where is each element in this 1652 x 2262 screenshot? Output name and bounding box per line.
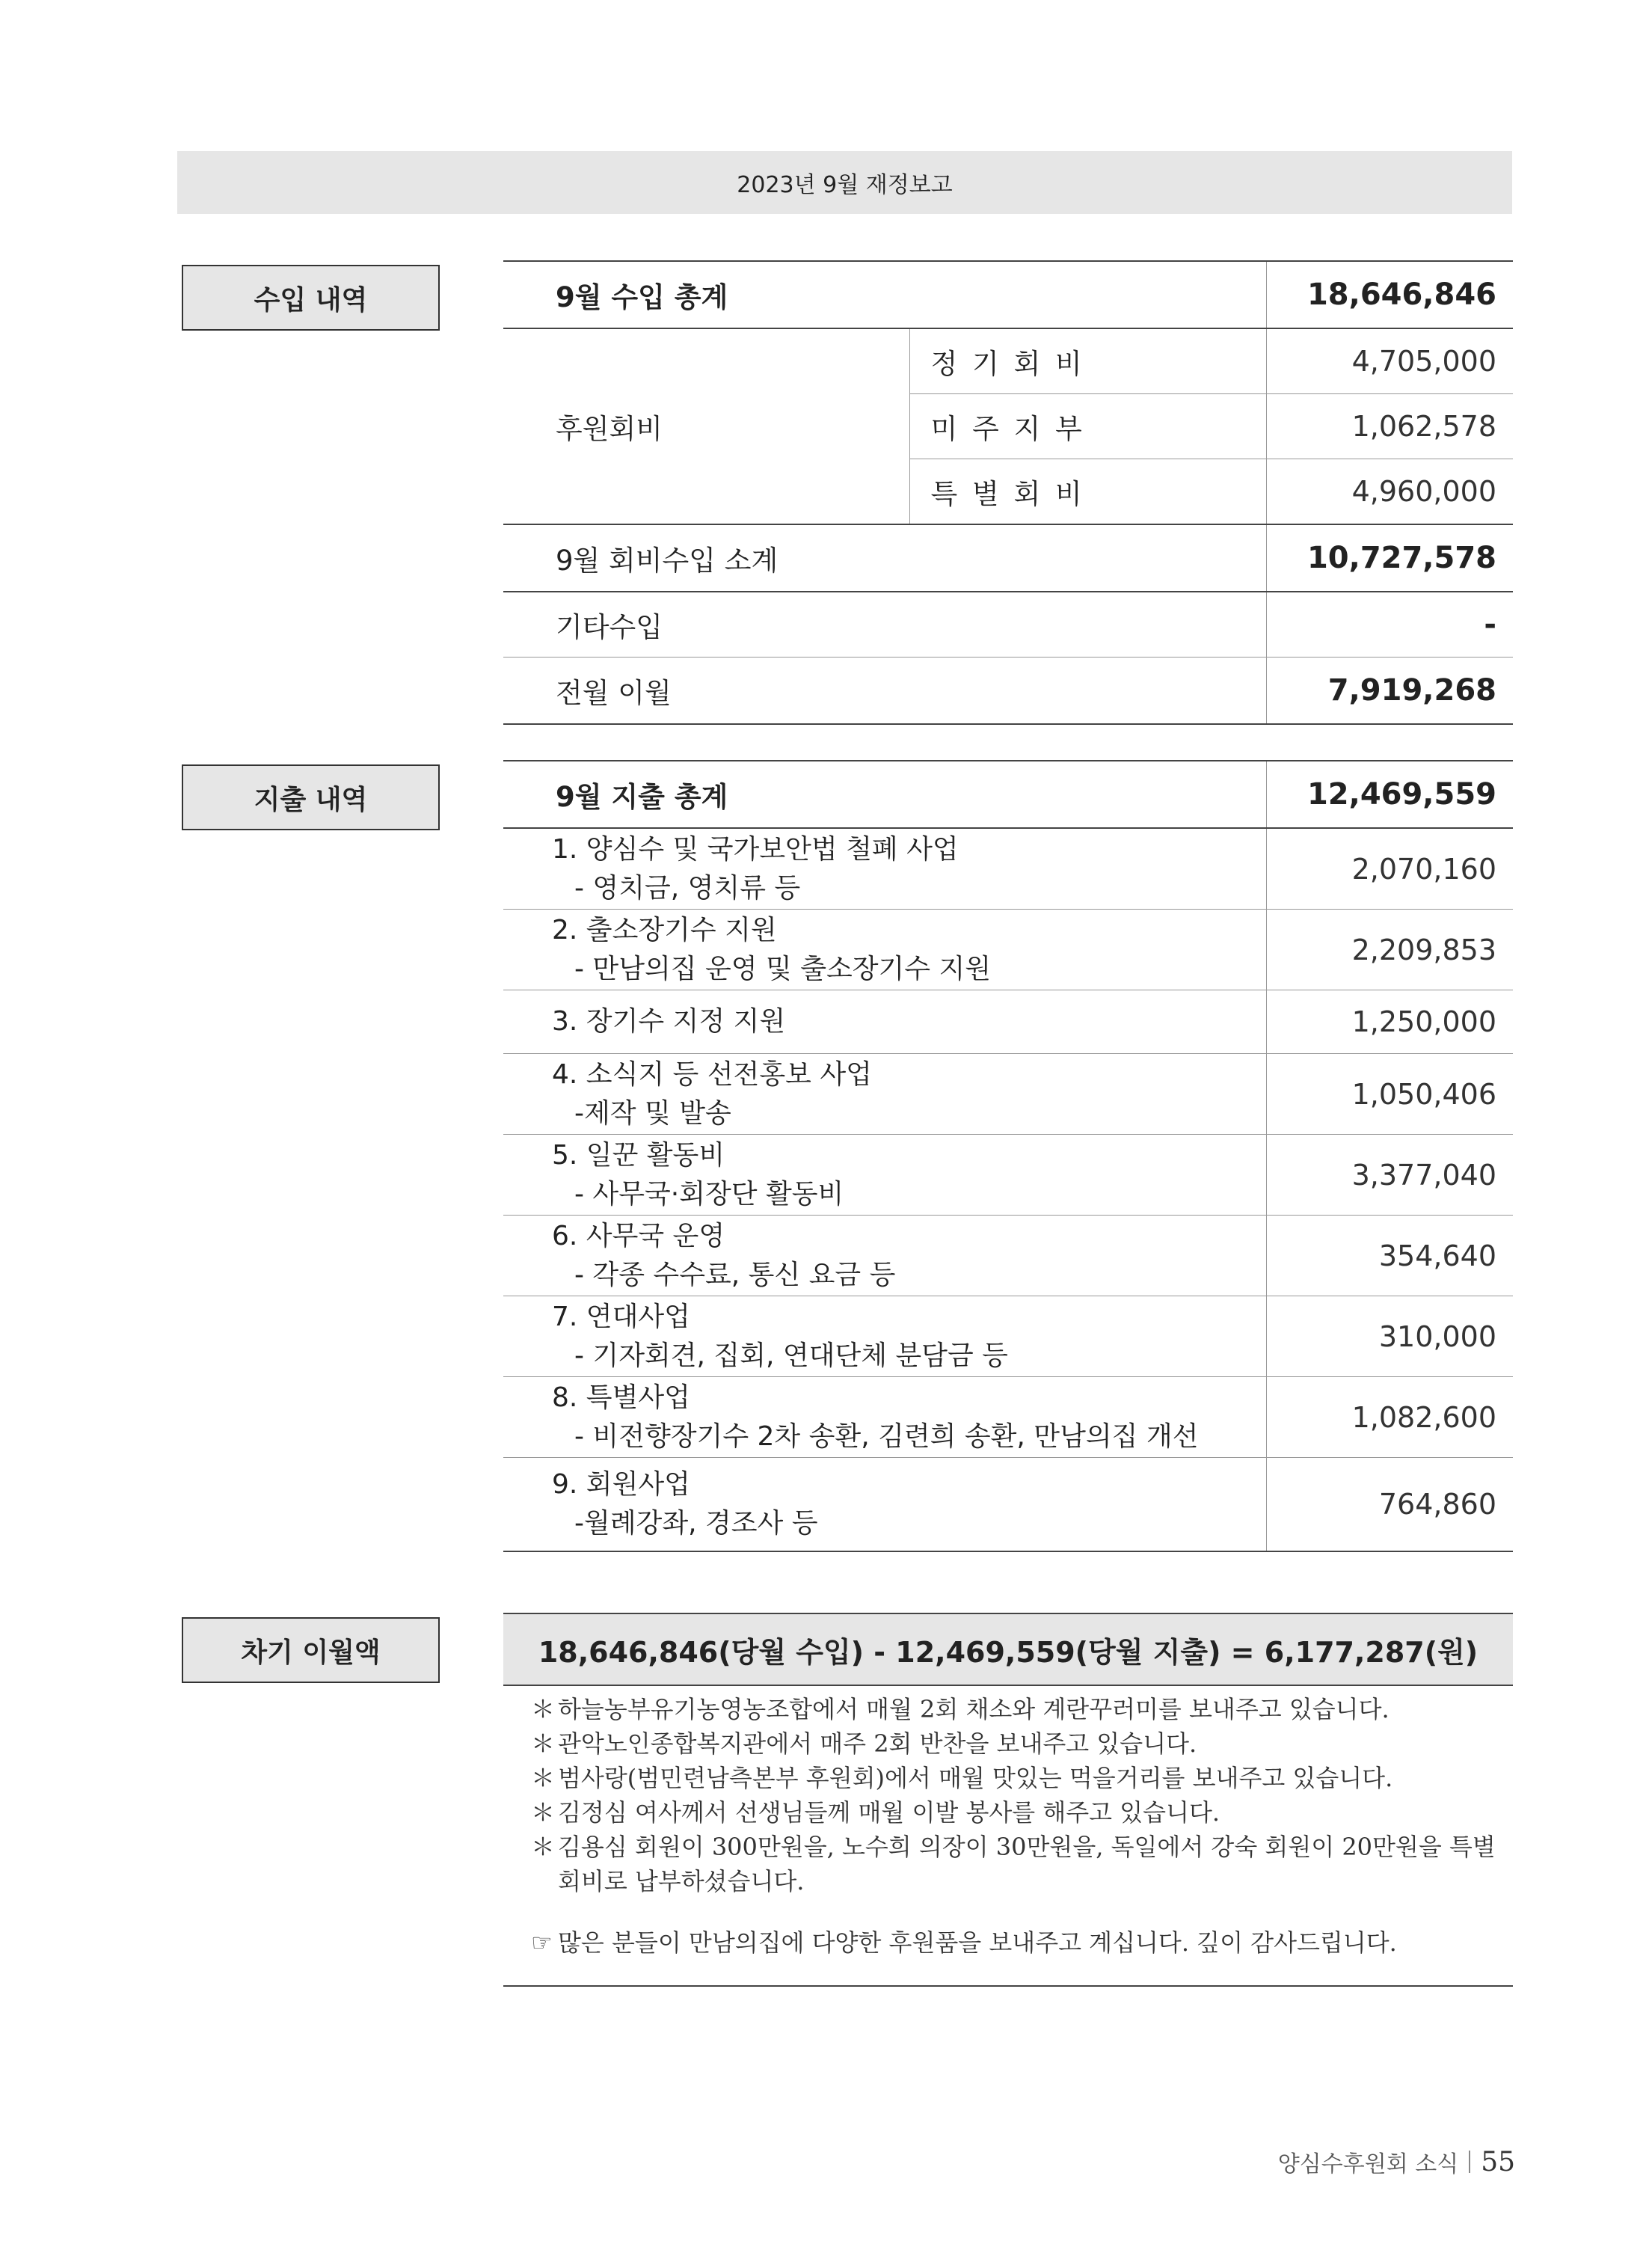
page-title: 2023년 9월 재정보고 bbox=[177, 151, 1512, 214]
expense-item-value: 354,640 bbox=[1266, 1216, 1513, 1296]
income-group-label: 후원회비 bbox=[503, 328, 909, 524]
income-carry-label: 전월 이월 bbox=[503, 658, 1266, 725]
income-subtotal-label: 9월 회비수입 소계 bbox=[503, 524, 1266, 592]
expense-total-label: 9월 지출 총계 bbox=[503, 761, 1266, 828]
income-carry-row bbox=[503, 658, 1513, 725]
expense-item-title: 1. 양심수 및 국가보안법 철폐 사업 bbox=[552, 833, 959, 865]
expense-item-title: 7. 연대사업 bbox=[552, 1301, 690, 1332]
income-subtotal-value: 10,727,578 bbox=[1266, 524, 1513, 592]
expense-item-detail: - 비전향장기수 2차 송환, 김련희 송환, 만남의집 개선 bbox=[574, 1420, 1199, 1452]
expense-item-value: 1,250,000 bbox=[1266, 990, 1513, 1054]
note-text: 하늘농부유기농영농조합에서 매월 2회 채소와 계란꾸러미를 보내주고 있습니다. bbox=[558, 1695, 1390, 1723]
expense-item-row bbox=[503, 910, 1513, 990]
income-other-value: - bbox=[1266, 592, 1513, 658]
expense-item-row bbox=[503, 1054, 1513, 1135]
note-text: 김용심 회원이 300만원을, 노수희 의장이 30만원을, 독일에서 강숙 회원이 20만원을 특별회비로 납부하셨습니다. bbox=[558, 1833, 1496, 1895]
expense-item-title: 6. 사무국 운영 bbox=[552, 1220, 725, 1251]
income-other-label: 기타수입 bbox=[503, 592, 1266, 658]
expense-item-row bbox=[503, 1296, 1513, 1377]
income-total-value: 18,646,846 bbox=[1266, 261, 1513, 328]
note-text: 김정심 여사께서 선생님들께 매월 이발 봉사를 해주고 있습니다. bbox=[558, 1798, 1220, 1827]
expense-item-row bbox=[503, 1458, 1513, 1552]
note-item bbox=[531, 1761, 1511, 1795]
asterisk-icon: ＊ bbox=[531, 1764, 556, 1792]
expense-item-title: 5. 일꾼 활동비 bbox=[552, 1139, 725, 1171]
income-item-label: 특 별 회 비 bbox=[909, 459, 1266, 525]
expense-item-title: 3. 장기수 지정 지원 bbox=[552, 1006, 786, 1037]
footer-divider bbox=[1469, 2151, 1470, 2173]
notes-list bbox=[531, 1692, 1511, 1960]
carryover-formula: 18,646,846(당월 수입) - 12,469,559(당월 지출) = 6,177,287(원) bbox=[503, 1613, 1513, 1686]
publication-name: 양심수후원회 소식 bbox=[1277, 2151, 1459, 2177]
page-footer bbox=[1278, 2145, 1515, 2178]
income-total-label: 9월 수입 총계 bbox=[503, 261, 1266, 328]
income-item-label: 정 기 회 비 bbox=[909, 328, 1266, 394]
asterisk-icon: ＊ bbox=[531, 1798, 556, 1827]
expense-item-detail: - 기자회견, 집회, 연대단체 분담금 등 bbox=[574, 1340, 1008, 1371]
expense-item-detail: - 각종 수수료, 통신 요금 등 bbox=[574, 1259, 896, 1290]
expense-item-value: 764,860 bbox=[1266, 1458, 1513, 1552]
expense-item-detail: -월례강좌, 경조사 등 bbox=[574, 1508, 818, 1539]
income-other-row bbox=[503, 592, 1513, 658]
carryover-section-label: 차기 이월액 bbox=[182, 1617, 440, 1683]
notes-divider bbox=[503, 1985, 1513, 1987]
expense-item-row bbox=[503, 1135, 1513, 1216]
note-item bbox=[531, 1692, 1511, 1726]
thanks-note bbox=[531, 1925, 1511, 1960]
thanks-text: 많은 분들이 만남의집에 다양한 후원품을 보내주고 계십니다. 깊이 감사드립니다. bbox=[558, 1928, 1397, 1957]
expense-item-detail: - 사무국·회장단 활동비 bbox=[574, 1178, 844, 1210]
expense-item-value: 1,050,406 bbox=[1266, 1054, 1513, 1135]
expense-item-row bbox=[503, 1377, 1513, 1458]
income-item-value: 1,062,578 bbox=[1266, 394, 1513, 459]
expense-item-detail: - 만남의집 운영 및 출소장기수 지원 bbox=[574, 953, 992, 984]
expense-item-row bbox=[503, 1216, 1513, 1296]
asterisk-icon: ＊ bbox=[531, 1695, 556, 1723]
income-item-row bbox=[503, 328, 1513, 394]
expense-item-title: 4. 소식지 등 선전홍보 사업 bbox=[552, 1058, 872, 1090]
expense-item-value: 2,209,853 bbox=[1266, 910, 1513, 990]
expense-table bbox=[503, 760, 1513, 1552]
expense-item-detail: -제작 및 발송 bbox=[574, 1097, 731, 1129]
note-item bbox=[531, 1726, 1511, 1761]
expense-item-detail: - 영치금, 영치류 등 bbox=[574, 872, 801, 904]
income-item-label: 미 주 지 부 bbox=[909, 394, 1266, 459]
expense-item-value: 310,000 bbox=[1266, 1296, 1513, 1377]
expense-item-row bbox=[503, 828, 1513, 910]
expense-section-label: 지출 내역 bbox=[182, 764, 440, 830]
note-text: 관악노인종합복지관에서 매주 2회 반찬을 보내주고 있습니다. bbox=[558, 1729, 1197, 1758]
expense-item-title: 8. 특별사업 bbox=[552, 1382, 690, 1413]
expense-item-value: 1,082,600 bbox=[1266, 1377, 1513, 1458]
expense-item-row bbox=[503, 990, 1513, 1054]
note-item bbox=[531, 1830, 1511, 1898]
income-section-label: 수입 내역 bbox=[182, 265, 440, 331]
income-item-value: 4,960,000 bbox=[1266, 459, 1513, 525]
income-table bbox=[503, 260, 1513, 725]
pointing-hand-icon: ☞ bbox=[531, 1928, 553, 1957]
note-text: 범사랑(범민련남측본부 후원회)에서 매월 맛있는 먹을거리를 보내주고 있습니다. bbox=[558, 1764, 1393, 1792]
income-carry-value: 7,919,268 bbox=[1266, 658, 1513, 725]
expense-total-value: 12,469,559 bbox=[1266, 761, 1513, 828]
expense-item-title: 9. 회원사업 bbox=[552, 1469, 690, 1500]
income-total-row bbox=[503, 261, 1513, 328]
expense-total-row bbox=[503, 761, 1513, 828]
asterisk-icon: ＊ bbox=[531, 1729, 556, 1758]
expense-item-value: 3,377,040 bbox=[1266, 1135, 1513, 1216]
note-item bbox=[531, 1795, 1511, 1830]
page-number: 55 bbox=[1481, 2146, 1515, 2177]
income-item-value: 4,705,000 bbox=[1266, 328, 1513, 394]
expense-item-title: 2. 출소장기수 지원 bbox=[552, 914, 777, 945]
asterisk-icon: ＊ bbox=[531, 1833, 556, 1861]
expense-item-value: 2,070,160 bbox=[1266, 828, 1513, 910]
income-subtotal-row bbox=[503, 524, 1513, 592]
